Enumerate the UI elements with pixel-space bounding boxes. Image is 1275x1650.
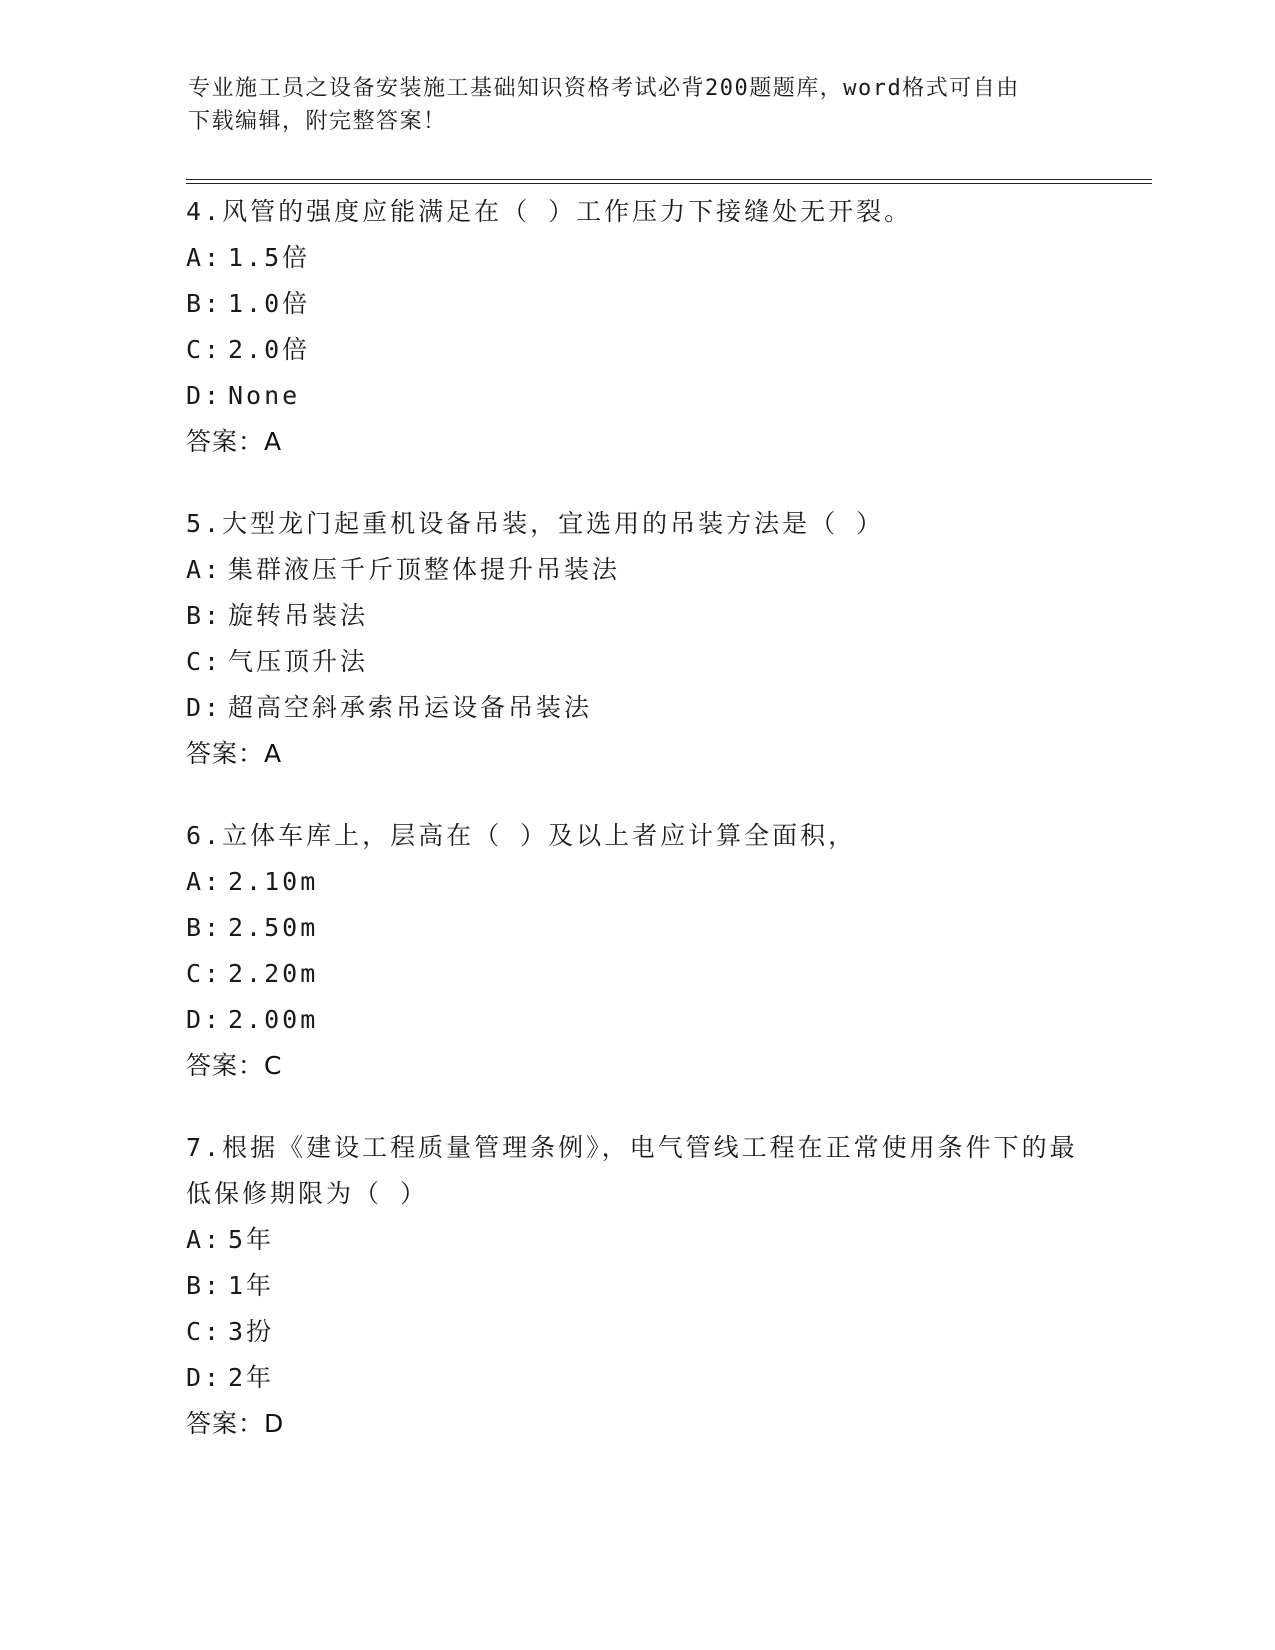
header-divider-bottom bbox=[186, 183, 1152, 184]
header-line-2: 下载编辑，附完整答案！ bbox=[188, 109, 447, 134]
option-text: 旋转吊装法 bbox=[228, 601, 369, 630]
option-c bbox=[186, 327, 1086, 373]
option-d bbox=[186, 1355, 1086, 1401]
option-letter: B: bbox=[186, 913, 223, 942]
option-text: 2.50m bbox=[228, 913, 319, 942]
option-b bbox=[186, 1263, 1086, 1309]
option-letter: B: bbox=[186, 289, 223, 318]
option-text: 2年 bbox=[228, 1363, 275, 1392]
question-stem: 5.大型龙门起重机设备吊装，宜选用的吊装方法是（ ） bbox=[186, 509, 885, 538]
question-list bbox=[186, 189, 1086, 1483]
question-stem: 4.风管的强度应能满足在（ ）工作压力下接缝处无开裂。 bbox=[186, 197, 913, 226]
option-text: 超高空斜承索吊运设备吊装法 bbox=[228, 693, 593, 722]
option-text: 1年 bbox=[228, 1271, 275, 1300]
header-divider-top bbox=[186, 179, 1152, 180]
question-item bbox=[186, 1125, 1086, 1447]
question-item bbox=[186, 501, 1086, 777]
option-text: 2.10m bbox=[228, 867, 319, 896]
option-a bbox=[186, 859, 1086, 905]
option-b bbox=[186, 593, 1086, 639]
option-letter: A: bbox=[186, 555, 223, 584]
question-stem: 7.根据《建设工程质量管理条例》，电气管线工程在正常使用条件下的最低保修期限为（ ） bbox=[186, 1133, 1078, 1208]
option-a bbox=[186, 1217, 1086, 1263]
question-item bbox=[186, 813, 1086, 1089]
option-text: 1.0倍 bbox=[228, 289, 311, 318]
option-b bbox=[186, 281, 1086, 327]
option-c bbox=[186, 639, 1086, 685]
option-a bbox=[186, 547, 1086, 593]
option-text: 2.00m bbox=[228, 1005, 319, 1034]
option-letter: C: bbox=[186, 647, 223, 676]
option-letter: C: bbox=[186, 335, 223, 364]
option-letter: D: bbox=[186, 693, 223, 722]
option-c bbox=[186, 1309, 1086, 1355]
option-text: 2.0倍 bbox=[228, 335, 311, 364]
option-letter: C: bbox=[186, 959, 223, 988]
option-letter: A: bbox=[186, 1225, 223, 1254]
option-letter: A: bbox=[186, 243, 223, 272]
option-letter: D: bbox=[186, 1005, 223, 1034]
option-letter: B: bbox=[186, 1271, 223, 1300]
option-text: 气压顶升法 bbox=[228, 647, 369, 676]
option-b bbox=[186, 905, 1086, 951]
option-letter: C: bbox=[186, 1317, 223, 1346]
option-d bbox=[186, 997, 1086, 1043]
answer-line: 答案：D bbox=[186, 1409, 285, 1438]
option-letter: B: bbox=[186, 601, 223, 630]
option-c bbox=[186, 951, 1086, 997]
question-item bbox=[186, 189, 1086, 465]
option-text: 3扮 bbox=[228, 1317, 275, 1346]
option-text: 集群液压千斤顶整体提升吊装法 bbox=[228, 555, 621, 584]
answer-line: 答案：C bbox=[186, 1051, 283, 1080]
header-line-1: 专业施工员之设备安装施工基础知识资格考试必背200题题库，word格式可自由 bbox=[188, 76, 1020, 101]
option-letter: D: bbox=[186, 1363, 223, 1392]
answer-line: 答案：A bbox=[186, 427, 283, 456]
option-text: None bbox=[228, 381, 301, 410]
option-letter: D: bbox=[186, 381, 223, 410]
option-d bbox=[186, 373, 1086, 419]
option-d bbox=[186, 685, 1086, 731]
option-letter: A: bbox=[186, 867, 223, 896]
question-stem: 6.立体车库上，层高在（ ）及以上者应计算全面积， bbox=[186, 821, 857, 850]
document-header bbox=[188, 72, 1068, 138]
option-text: 2.20m bbox=[228, 959, 319, 988]
option-a bbox=[186, 235, 1086, 281]
answer-line: 答案：A bbox=[186, 739, 283, 768]
option-text: 5年 bbox=[228, 1225, 275, 1254]
option-text: 1.5倍 bbox=[228, 243, 311, 272]
